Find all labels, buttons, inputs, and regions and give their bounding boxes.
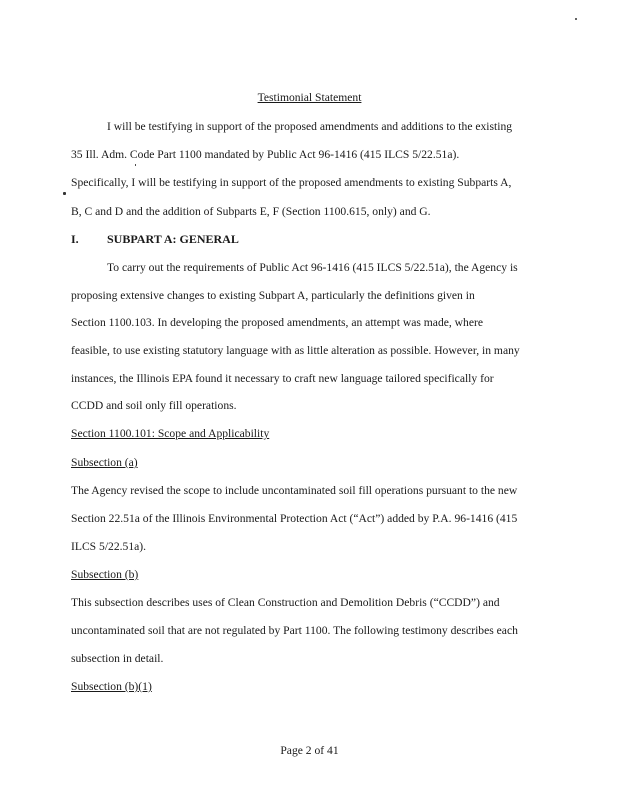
section-title: SUBPART A: GENERAL — [107, 232, 239, 246]
subpart-a-line-1: To carry out the requirements of Public Act 96-1416 (415 ILCS 5/22.51a), the Agency is — [107, 261, 518, 274]
intro-line-3: Specifically, I will be testifying in support of the proposed amendments to existing Subparts A, — [71, 176, 512, 189]
document-title: Testimonial Statement — [257, 91, 362, 104]
subsection-a-heading: Subsection (a) — [71, 456, 138, 469]
subsection-a-line-2: Section 22.51a of the Illinois Environmental Protection Act (“Act”) added by P.A. 96-1416 (415 — [71, 512, 518, 525]
subsection-b-line-3: subsection in detail. — [71, 652, 164, 665]
intro-line-2: 35 Ill. Adm. Code Part 1100 mandated by Public Act 96-1416 (415 ILCS 5/22.51a). — [71, 148, 460, 161]
subpart-a-line-5: instances, the Illinois EPA found it necessary to craft new language tailored specifically for — [71, 372, 494, 385]
subpart-a-line-2: proposing extensive changes to existing Subpart A, particularly the definitions given in — [71, 289, 475, 302]
subsection-b-heading: Subsection (b) — [71, 568, 139, 581]
scan-speck — [63, 192, 66, 195]
subsection-b1-heading: Subsection (b)(1) — [71, 680, 152, 693]
subpart-a-line-4: feasible, to use existing statutory language with as little alteration as possible. However, in many — [71, 344, 520, 357]
scan-speck — [575, 18, 577, 20]
section-number: I. — [71, 232, 79, 246]
subsection-b-line-1: This subsection describes uses of Clean Construction and Demolition Debris (“CCDD”) and — [71, 596, 500, 609]
subsection-a-line-1: The Agency revised the scope to include uncontaminated soil fill operations pursuant to the new — [71, 484, 518, 497]
intro-line-4: B, C and D and the addition of Subparts E, F (Section 1100.615, only) and G. — [71, 205, 431, 218]
scan-speck — [135, 164, 136, 166]
section-101-heading: Section 1100.101: Scope and Applicability — [71, 427, 270, 440]
page-number-footer: Page 2 of 41 — [280, 744, 339, 757]
subpart-a-line-3: Section 1100.103. In developing the proposed amendments, an attempt was made, where — [71, 316, 484, 329]
subsection-b-line-2: uncontaminated soil that are not regulated by Part 1100. The following testimony describes each — [71, 624, 518, 637]
intro-line-1: I will be testifying in support of the proposed amendments and additions to the existing — [107, 120, 513, 133]
subpart-a-line-6: CCDD and soil only fill operations. — [71, 399, 237, 412]
subsection-a-line-3: ILCS 5/22.51a). — [71, 540, 147, 553]
